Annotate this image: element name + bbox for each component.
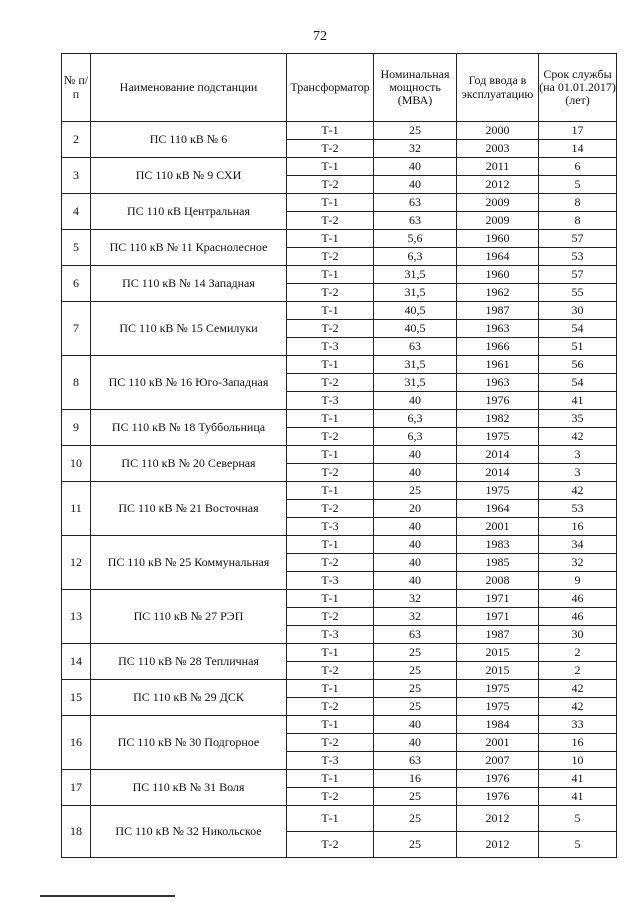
- cell-service-life: 53: [539, 248, 617, 266]
- cell-substation-name: ПС 110 кВ № 21 Восточная: [91, 482, 287, 536]
- cell-num: 9: [62, 410, 91, 446]
- cell-service-life: 54: [539, 320, 617, 338]
- cell-transformer: Т-1: [287, 158, 374, 176]
- cell-commission-year: 1976: [457, 788, 539, 806]
- cell-transformer: Т-2: [287, 788, 374, 806]
- cell-substation-name: ПС 110 кВ № 15 Семилуки: [91, 302, 287, 356]
- cell-service-life: 5: [539, 832, 617, 858]
- cell-transformer: Т-1: [287, 194, 374, 212]
- cell-rated-power: 6,3: [374, 428, 457, 446]
- cell-commission-year: 1982: [457, 410, 539, 428]
- cell-service-life: 30: [539, 302, 617, 320]
- cell-num: 18: [62, 806, 91, 858]
- cell-service-life: 14: [539, 140, 617, 158]
- cell-commission-year: 1971: [457, 608, 539, 626]
- cell-commission-year: 1976: [457, 392, 539, 410]
- cell-service-life: 41: [539, 770, 617, 788]
- cell-service-life: 57: [539, 266, 617, 284]
- cell-transformer: Т-2: [287, 608, 374, 626]
- cell-transformer: Т-1: [287, 536, 374, 554]
- cell-rated-power: 25: [374, 832, 457, 858]
- cell-commission-year: 1961: [457, 356, 539, 374]
- cell-rated-power: 40: [374, 158, 457, 176]
- table-row: [62, 194, 617, 212]
- cell-commission-year: 2008: [457, 572, 539, 590]
- cell-rated-power: 40: [374, 464, 457, 482]
- cell-transformer: Т-1: [287, 122, 374, 140]
- cell-rated-power: 25: [374, 662, 457, 680]
- cell-rated-power: 31,5: [374, 356, 457, 374]
- cell-rated-power: 6,3: [374, 248, 457, 266]
- cell-transformer: Т-1: [287, 356, 374, 374]
- cell-rated-power: 40: [374, 392, 457, 410]
- cell-transformer: Т-2: [287, 320, 374, 338]
- cell-service-life: 8: [539, 212, 617, 230]
- cell-commission-year: 1975: [457, 482, 539, 500]
- cell-transformer: Т-1: [287, 590, 374, 608]
- cell-commission-year: 1962: [457, 284, 539, 302]
- cell-num: 6: [62, 266, 91, 302]
- cell-transformer: Т-2: [287, 662, 374, 680]
- table-row: [62, 446, 617, 464]
- cell-rated-power: 31,5: [374, 374, 457, 392]
- cell-service-life: 56: [539, 356, 617, 374]
- cell-transformer: Т-1: [287, 644, 374, 662]
- table-row: [62, 266, 617, 284]
- table-row: [62, 680, 617, 698]
- cell-num: 17: [62, 770, 91, 806]
- cell-service-life: 16: [539, 518, 617, 536]
- cell-commission-year: 1963: [457, 320, 539, 338]
- cell-substation-name: ПС 110 кВ № 32 Никольское: [91, 806, 287, 858]
- cell-rated-power: 40,5: [374, 302, 457, 320]
- cell-substation-name: ПС 110 кВ № 29 ДСК: [91, 680, 287, 716]
- cell-substation-name: ПС 110 кВ № 27 РЭП: [91, 590, 287, 644]
- cell-commission-year: 2014: [457, 464, 539, 482]
- cell-commission-year: 2000: [457, 122, 539, 140]
- table-row: [62, 230, 617, 248]
- table-body: [62, 122, 617, 858]
- cell-commission-year: 2015: [457, 662, 539, 680]
- table-row: [62, 302, 617, 320]
- cell-num: 4: [62, 194, 91, 230]
- cell-rated-power: 25: [374, 482, 457, 500]
- cell-service-life: 54: [539, 374, 617, 392]
- cell-rated-power: 63: [374, 338, 457, 356]
- cell-transformer: Т-2: [287, 374, 374, 392]
- cell-transformer: Т-1: [287, 806, 374, 832]
- table-header-row: [62, 54, 617, 122]
- cell-commission-year: 2012: [457, 176, 539, 194]
- cell-service-life: 2: [539, 644, 617, 662]
- cell-num: 3: [62, 158, 91, 194]
- cell-commission-year: 1963: [457, 374, 539, 392]
- cell-service-life: 10: [539, 752, 617, 770]
- cell-num: 13: [62, 590, 91, 644]
- cell-service-life: 30: [539, 626, 617, 644]
- cell-rated-power: 63: [374, 626, 457, 644]
- cell-transformer: Т-1: [287, 266, 374, 284]
- cell-commission-year: 1976: [457, 770, 539, 788]
- cell-commission-year: 2012: [457, 806, 539, 832]
- table-row: [62, 590, 617, 608]
- cell-commission-year: 1975: [457, 428, 539, 446]
- cell-rated-power: 40: [374, 734, 457, 752]
- cell-service-life: 57: [539, 230, 617, 248]
- table-row: [62, 482, 617, 500]
- cell-commission-year: 2001: [457, 734, 539, 752]
- cell-rated-power: 31,5: [374, 284, 457, 302]
- cell-service-life: 3: [539, 464, 617, 482]
- table-row: [62, 536, 617, 554]
- cell-service-life: 2: [539, 662, 617, 680]
- cell-rated-power: 32: [374, 590, 457, 608]
- cell-transformer: Т-1: [287, 482, 374, 500]
- cell-rated-power: 63: [374, 212, 457, 230]
- table-row: [62, 158, 617, 176]
- cell-rated-power: 25: [374, 122, 457, 140]
- cell-transformer: Т-2: [287, 248, 374, 266]
- table-row: [62, 410, 617, 428]
- table-row: [62, 806, 617, 832]
- bottom-rule: [40, 895, 175, 897]
- cell-commission-year: 1975: [457, 680, 539, 698]
- cell-commission-year: 1985: [457, 554, 539, 572]
- cell-service-life: 55: [539, 284, 617, 302]
- cell-transformer: Т-2: [287, 176, 374, 194]
- cell-transformer: Т-1: [287, 716, 374, 734]
- header-substation-name: Наименование подстанции: [91, 54, 287, 122]
- cell-service-life: 17: [539, 122, 617, 140]
- cell-substation-name: ПС 110 кВ Центральная: [91, 194, 287, 230]
- cell-commission-year: 1983: [457, 536, 539, 554]
- substations-table: [61, 53, 617, 858]
- cell-commission-year: 2011: [457, 158, 539, 176]
- cell-transformer: Т-1: [287, 230, 374, 248]
- cell-service-life: 34: [539, 536, 617, 554]
- header-num: № п/п: [62, 54, 91, 122]
- cell-rated-power: 40: [374, 518, 457, 536]
- cell-rated-power: 40: [374, 572, 457, 590]
- cell-num: 8: [62, 356, 91, 410]
- cell-commission-year: 1964: [457, 248, 539, 266]
- cell-substation-name: ПС 110 кВ № 25 Коммунальная: [91, 536, 287, 590]
- cell-rated-power: 32: [374, 140, 457, 158]
- cell-transformer: Т-2: [287, 212, 374, 230]
- cell-rated-power: 32: [374, 608, 457, 626]
- cell-commission-year: 2003: [457, 140, 539, 158]
- cell-rated-power: 40: [374, 554, 457, 572]
- cell-service-life: 46: [539, 590, 617, 608]
- cell-service-life: 35: [539, 410, 617, 428]
- cell-service-life: 9: [539, 572, 617, 590]
- cell-commission-year: 2009: [457, 194, 539, 212]
- cell-transformer: Т-1: [287, 410, 374, 428]
- cell-service-life: 42: [539, 698, 617, 716]
- cell-substation-name: ПС 110 кВ № 9 СХИ: [91, 158, 287, 194]
- cell-service-life: 42: [539, 482, 617, 500]
- cell-rated-power: 40,5: [374, 320, 457, 338]
- cell-num: 14: [62, 644, 91, 680]
- cell-commission-year: 2001: [457, 518, 539, 536]
- cell-service-life: 32: [539, 554, 617, 572]
- cell-transformer: Т-3: [287, 392, 374, 410]
- cell-transformer: Т-2: [287, 832, 374, 858]
- cell-num: 5: [62, 230, 91, 266]
- cell-rated-power: 40: [374, 716, 457, 734]
- cell-service-life: 8: [539, 194, 617, 212]
- cell-substation-name: ПС 110 кВ № 14 Западная: [91, 266, 287, 302]
- cell-substation-name: ПС 110 кВ № 20 Северная: [91, 446, 287, 482]
- cell-substation-name: ПС 110 кВ № 30 Подгорное: [91, 716, 287, 770]
- cell-num: 12: [62, 536, 91, 590]
- table-row: [62, 770, 617, 788]
- cell-rated-power: 40: [374, 536, 457, 554]
- cell-rated-power: 20: [374, 500, 457, 518]
- cell-rated-power: 25: [374, 788, 457, 806]
- page-number: 72: [313, 29, 327, 44]
- cell-rated-power: 6,3: [374, 410, 457, 428]
- cell-commission-year: 2009: [457, 212, 539, 230]
- cell-transformer: Т-1: [287, 770, 374, 788]
- cell-rated-power: 31,5: [374, 266, 457, 284]
- cell-service-life: 42: [539, 680, 617, 698]
- cell-transformer: Т-2: [287, 698, 374, 716]
- cell-service-life: 46: [539, 608, 617, 626]
- cell-substation-name: ПС 110 кВ № 28 Тепличная: [91, 644, 287, 680]
- cell-rated-power: 25: [374, 698, 457, 716]
- cell-rated-power: 63: [374, 194, 457, 212]
- cell-commission-year: 2012: [457, 832, 539, 858]
- cell-transformer: Т-2: [287, 500, 374, 518]
- cell-transformer: Т-2: [287, 734, 374, 752]
- cell-transformer: Т-1: [287, 446, 374, 464]
- cell-rated-power: 5,6: [374, 230, 457, 248]
- cell-transformer: Т-3: [287, 518, 374, 536]
- cell-num: 16: [62, 716, 91, 770]
- cell-substation-name: ПС 110 кВ № 16 Юго-Западная: [91, 356, 287, 410]
- header-rated-power: Номинальная мощность (МВА): [374, 54, 457, 122]
- cell-num: 7: [62, 302, 91, 356]
- cell-service-life: 42: [539, 428, 617, 446]
- cell-rated-power: 40: [374, 176, 457, 194]
- table-row: [62, 122, 617, 140]
- cell-service-life: 5: [539, 806, 617, 832]
- cell-commission-year: 2014: [457, 446, 539, 464]
- cell-service-life: 41: [539, 392, 617, 410]
- cell-commission-year: 1971: [457, 590, 539, 608]
- cell-rated-power: 25: [374, 806, 457, 832]
- cell-substation-name: ПС 110 кВ № 6: [91, 122, 287, 158]
- cell-transformer: Т-1: [287, 302, 374, 320]
- cell-transformer: Т-1: [287, 680, 374, 698]
- cell-service-life: 6: [539, 158, 617, 176]
- cell-transformer: Т-3: [287, 338, 374, 356]
- table-row: [62, 356, 617, 374]
- cell-transformer: Т-3: [287, 626, 374, 644]
- cell-rated-power: 25: [374, 644, 457, 662]
- cell-commission-year: 1984: [457, 716, 539, 734]
- cell-commission-year: 1975: [457, 698, 539, 716]
- header-commission-year: Год ввода в эксплуатацию: [457, 54, 539, 122]
- cell-service-life: 3: [539, 446, 617, 464]
- table-row: [62, 644, 617, 662]
- cell-transformer: Т-2: [287, 284, 374, 302]
- cell-service-life: 5: [539, 176, 617, 194]
- cell-commission-year: 1966: [457, 338, 539, 356]
- cell-commission-year: 1987: [457, 626, 539, 644]
- cell-transformer: Т-2: [287, 140, 374, 158]
- cell-substation-name: ПС 110 кВ № 31 Воля: [91, 770, 287, 806]
- header-service-life: Срок службы (на 01.01.2017) (лет): [539, 54, 617, 122]
- cell-commission-year: 1960: [457, 266, 539, 284]
- cell-rated-power: 25: [374, 680, 457, 698]
- cell-commission-year: 1987: [457, 302, 539, 320]
- cell-num: 15: [62, 680, 91, 716]
- cell-transformer: Т-3: [287, 572, 374, 590]
- cell-substation-name: ПС 110 кВ № 18 Туббольница: [91, 410, 287, 446]
- cell-num: 10: [62, 446, 91, 482]
- cell-transformer: Т-2: [287, 428, 374, 446]
- cell-commission-year: 1964: [457, 500, 539, 518]
- cell-service-life: 53: [539, 500, 617, 518]
- cell-transformer: Т-3: [287, 752, 374, 770]
- cell-rated-power: 16: [374, 770, 457, 788]
- cell-num: 11: [62, 482, 91, 536]
- header-transformer: Трансформатор: [287, 54, 374, 122]
- cell-transformer: Т-2: [287, 464, 374, 482]
- cell-transformer: Т-2: [287, 554, 374, 572]
- table-row: [62, 716, 617, 734]
- cell-service-life: 41: [539, 788, 617, 806]
- cell-service-life: 51: [539, 338, 617, 356]
- cell-commission-year: 1960: [457, 230, 539, 248]
- cell-commission-year: 2015: [457, 644, 539, 662]
- cell-rated-power: 63: [374, 752, 457, 770]
- cell-rated-power: 40: [374, 446, 457, 464]
- cell-num: 2: [62, 122, 91, 158]
- cell-service-life: 33: [539, 716, 617, 734]
- cell-substation-name: ПС 110 кВ № 11 Краснолесное: [91, 230, 287, 266]
- cell-service-life: 16: [539, 734, 617, 752]
- cell-commission-year: 2007: [457, 752, 539, 770]
